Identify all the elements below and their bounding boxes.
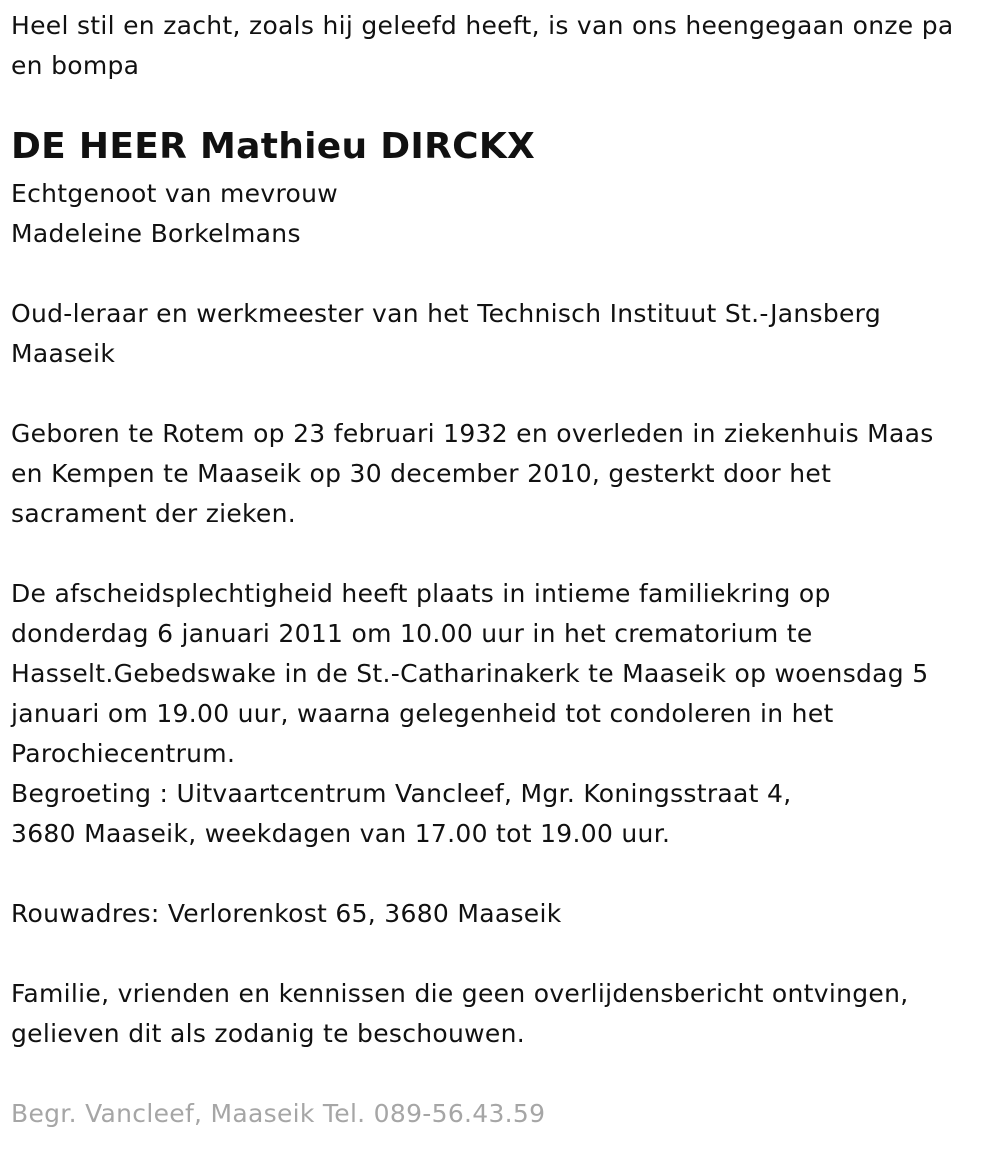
birth-death-line-2: en Kempen te Maaseik op 30 december 2010, gesterkt door het	[11, 459, 832, 488]
occupation-line-1: Oud-leraar en werkmeester van het Technisch Instituut St.-Jansberg	[11, 299, 881, 328]
occupation-line-2: Maaseik	[11, 339, 116, 368]
ceremony-line-1: De afscheidsplechtigheid heeft plaats in intieme familiekring op	[11, 579, 831, 608]
ceremony-line-5: Parochiecentrum.	[11, 739, 236, 768]
footer-contact: Begr. Vancleef, Maaseik Tel. 089-56.43.59	[11, 1099, 546, 1128]
intro-line-1: Heel stil en zacht, zoals hij geleefd heeft, is van ons heengegaan onze pa	[11, 11, 954, 40]
ceremony-line-7: 3680 Maaseik, weekdagen van 17.00 tot 19.00 uur.	[11, 819, 671, 848]
birth-death-line-1: Geboren te Rotem op 23 februari 1932 en overleden in ziekenhuis Maas	[11, 419, 934, 448]
notice-line-2: gelieven dit als zodanig te beschouwen.	[11, 1019, 525, 1048]
notice-line-1: Familie, vrienden en kennissen die geen overlijdensbericht ontvingen,	[11, 979, 909, 1008]
mourning-address: Rouwadres: Verlorenkost 65, 3680 Maaseik	[11, 899, 562, 928]
spouse-line-2: Madeleine Borkelmans	[11, 219, 301, 248]
deceased-name: DE HEER Mathieu DIRCKX	[11, 126, 536, 167]
ceremony-line-3: Hasselt.Gebedswake in de St.-Catharinakerk te Maaseik op woensdag 5	[11, 659, 929, 688]
ceremony-line-4: januari om 19.00 uur, waarna gelegenheid tot condoleren in het	[11, 699, 834, 728]
ceremony-line-2: donderdag 6 januari 2011 om 10.00 uur in het crematorium te	[11, 619, 813, 648]
birth-death-line-3: sacrament der zieken.	[11, 499, 296, 528]
ceremony-line-6: Begroeting : Uitvaartcentrum Vancleef, Mgr. Koningsstraat 4,	[11, 779, 792, 808]
intro-line-2: en bompa	[11, 51, 140, 80]
spouse-line-1: Echtgenoot van mevrouw	[11, 179, 338, 208]
